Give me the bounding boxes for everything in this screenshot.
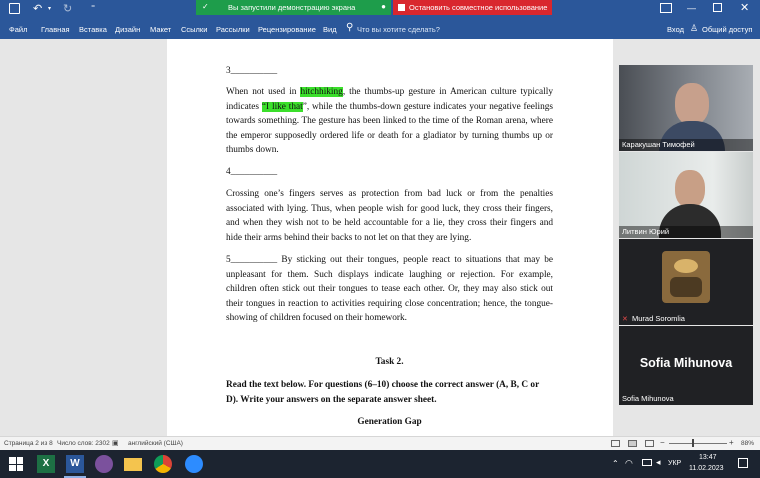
- word-icon[interactable]: W: [66, 455, 84, 473]
- minimize-icon[interactable]: —: [687, 3, 696, 13]
- paragraph-3-text: , the thumbs-up gesture in American culture typically indicates: [226, 87, 553, 112]
- volume-icon[interactable]: ◂: [656, 457, 661, 467]
- undo-dropdown-icon[interactable]: ▾: [48, 6, 52, 12]
- proofing-icon[interactable]: ▣: [112, 440, 119, 447]
- screen-share-message: Вы запустили демонстрацию экрана: [228, 3, 356, 12]
- screen-share-banner: [196, 0, 391, 15]
- paragraph-3-text: ”, while the thumbs-down gesture indicates your negative feelings towards something. The gesture has been linked to the time of the Roman arena, where the emperor supposedly ordered life or death for a gladiator by turning thumbs up or thumbs down.: [226, 101, 553, 156]
- page-count[interactable]: Страница 2 из 8: [4, 440, 53, 447]
- restore-icon[interactable]: [713, 3, 722, 12]
- sign-in-link[interactable]: Вход: [667, 25, 684, 34]
- task-2-heading: Task 2.: [375, 357, 404, 367]
- participant-name: Sofia Mihunova: [622, 394, 674, 403]
- zoom-slider-thumb[interactable]: [692, 439, 694, 447]
- paragraph-3: [226, 85, 553, 158]
- muted-mic-icon: ✕: [622, 316, 628, 323]
- shield-icon: ●: [381, 2, 386, 11]
- undo-icon[interactable]: ↶: [33, 3, 43, 15]
- tab-view[interactable]: Вид: [323, 25, 337, 34]
- customize-toolbar-icon[interactable]: ⁼: [91, 3, 96, 12]
- tab-insert[interactable]: Вставка: [79, 25, 107, 34]
- clock-time[interactable]: 13:47: [699, 454, 717, 461]
- highlight-i-like-that: “I like that: [261, 101, 303, 112]
- video-tile-participant-4[interactable]: [619, 326, 753, 405]
- close-icon[interactable]: ✕: [740, 2, 750, 14]
- tab-layout[interactable]: Макет: [150, 25, 172, 34]
- video-tile-participant-1[interactable]: [619, 65, 753, 151]
- stop-sharing-button[interactable]: [393, 0, 552, 15]
- video-tile-participant-3[interactable]: [619, 239, 753, 325]
- task-2-instructions: Read the text below. For questions (6–10) choose the correct answer (A, B, C or D). Write your answers on the separate answer sheet.: [226, 380, 540, 405]
- participant-name: Каракушан Тимофей: [622, 140, 695, 149]
- paragraph-5: 5__________ By sticking out their tongues, people react to situations that may be unpleasant for them. Such displays indicate laughing or rejection. For example, children often stick out their tongues to tease each other. Or, they may also stick out their tongues in reaction to activities requiring close concentration; hence, the tongue-showing of children focused on their homework.: [226, 255, 553, 324]
- save-icon[interactable]: [9, 3, 20, 14]
- clock-date[interactable]: 11.02.2023: [689, 465, 724, 472]
- participant-name: Литвин Юрий: [622, 227, 670, 236]
- tray-chevron-icon[interactable]: ⌃: [612, 459, 619, 468]
- participant-display-name: Sofia Mihunova: [639, 356, 733, 370]
- zoom-level[interactable]: 88%: [741, 440, 755, 447]
- person-icon: ♙: [690, 23, 699, 33]
- document-page[interactable]: [167, 39, 613, 436]
- network-icon[interactable]: ◠: [625, 458, 633, 468]
- highlight-hitchhiking: hitchhiking: [300, 87, 343, 97]
- chrome-icon[interactable]: [154, 455, 172, 473]
- taskbar: [0, 450, 760, 478]
- web-layout-icon[interactable]: [645, 440, 654, 447]
- tab-references[interactable]: Ссылки: [181, 25, 208, 34]
- avatar-detail: [674, 259, 698, 273]
- stop-sharing-label: Остановить совместное использование: [409, 3, 548, 12]
- paragraph-4: Crossing one’s fingers serves as protection from bad luck or from the penalties associated with lying. Thus, when people wish for good luck, they cross their fingers, and when they wish not to be held accountable for a lie, they cross their fingers and hide their arms behind their backs to not let on that they are lying.: [226, 189, 553, 243]
- generation-gap-heading: Generation Gap: [357, 417, 422, 427]
- document-area: [0, 39, 760, 436]
- ribbon-tabs: [0, 19, 760, 39]
- participant-name: Murad Soromlia: [632, 314, 685, 323]
- language-indicator[interactable]: английский (США): [128, 440, 183, 447]
- battery-icon[interactable]: [642, 459, 652, 466]
- title-bar: [0, 0, 760, 19]
- zoom-in-icon[interactable]: +: [729, 438, 734, 447]
- status-bar: [0, 436, 760, 450]
- notifications-icon[interactable]: [738, 458, 748, 468]
- tab-home[interactable]: Главная: [41, 25, 70, 34]
- question-4-blank: 4__________: [226, 167, 278, 177]
- paragraph-3-text: When not used in: [226, 87, 301, 97]
- check-icon: ✓: [202, 2, 209, 11]
- ribbon-display-icon[interactable]: [660, 3, 672, 13]
- person-face: [675, 170, 705, 208]
- question-3-blank: 3__________: [226, 66, 278, 76]
- stop-icon: [398, 4, 405, 11]
- share-button[interactable]: Общий доступ: [702, 25, 753, 34]
- viber-icon[interactable]: [95, 455, 113, 473]
- lightbulb-icon: ⚲: [346, 22, 354, 33]
- video-tile-participant-2[interactable]: [619, 152, 753, 238]
- zoom-app-icon[interactable]: [185, 455, 203, 473]
- tab-file[interactable]: Файл: [9, 25, 28, 34]
- tell-me-search[interactable]: Что вы хотите сделать?: [357, 25, 440, 34]
- excel-icon[interactable]: X: [37, 455, 55, 473]
- word-count[interactable]: Число слов: 2302: [57, 440, 110, 447]
- tab-review[interactable]: Рецензирование: [258, 25, 316, 34]
- file-explorer-icon[interactable]: [124, 458, 142, 471]
- print-layout-icon[interactable]: [628, 440, 637, 447]
- zoom-out-icon[interactable]: −: [660, 438, 665, 447]
- windows-start-icon[interactable]: [9, 457, 23, 471]
- person-face: [675, 83, 709, 125]
- keyboard-language[interactable]: УКР: [668, 460, 682, 467]
- avatar-detail: [670, 277, 702, 297]
- redo-icon[interactable]: ↻: [63, 3, 73, 15]
- zoom-slider[interactable]: [669, 443, 727, 444]
- read-mode-icon[interactable]: [611, 440, 620, 447]
- tab-design[interactable]: Дизайн: [115, 25, 141, 34]
- tab-mailings[interactable]: Рассылки: [216, 25, 250, 34]
